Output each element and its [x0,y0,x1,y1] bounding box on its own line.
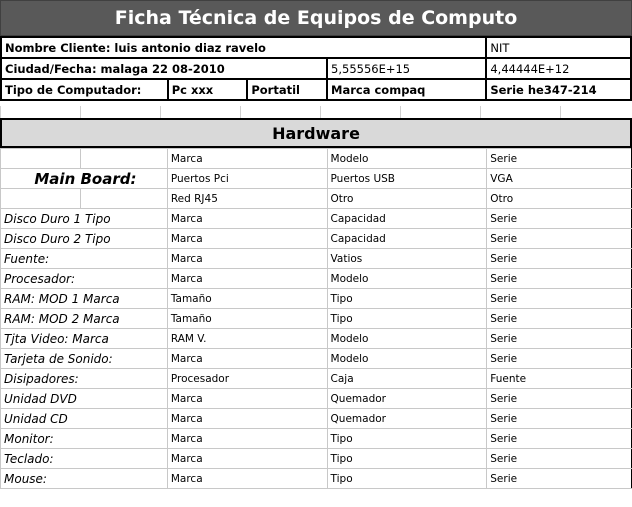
component-field-2[interactable]: Quemador [327,389,487,409]
table-row [1,349,632,369]
hardware-table [0,148,632,489]
component-field-3[interactable]: Serie [487,229,632,249]
client-info-table [0,36,632,101]
component-field-2[interactable]: Capacidad [327,229,487,249]
city-date-cell[interactable]: Ciudad/Fecha: malaga 22 08-2010 [1,58,327,79]
serial-cell[interactable]: Serie he347-214 [486,79,631,100]
component-label: Disipadores: [1,369,168,389]
component-label: Mouse: [1,469,168,489]
computer-type-label[interactable]: Tipo de Computador: [1,79,168,100]
component-label: Unidad CD [1,409,168,429]
component-field-3[interactable]: Fuente [487,369,632,389]
table-row [1,409,632,429]
component-field-3[interactable]: Serie [487,309,632,329]
computer-type-row [1,79,631,100]
component-field-1[interactable]: Tamaño [167,309,327,329]
component-field-2[interactable]: Vatios [327,249,487,269]
component-field-2[interactable]: Tipo [327,309,487,329]
component-field-1[interactable]: Marca [167,469,327,489]
component-field-2[interactable]: Tipo [327,469,487,489]
component-label: Monitor: [1,429,168,449]
pc-type-cell[interactable]: Pc xxx [168,79,248,100]
table-row [1,309,632,329]
component-label: Teclado: [1,449,168,469]
table-row [1,289,632,309]
component-field-1[interactable]: Procesador [167,369,327,389]
main-board-cell-1[interactable]: Red RJ45 [167,189,327,209]
table-row [1,389,632,409]
table-row [1,329,632,349]
component-field-3[interactable]: Serie [487,469,632,489]
component-field-1[interactable]: Marca [167,429,327,449]
table-row [1,149,632,169]
component-field-1[interactable]: Tamaño [167,289,327,309]
component-field-2[interactable]: Modelo [327,269,487,289]
client-name-cell[interactable]: Nombre Cliente: luis antonio diaz ravelo [1,37,486,58]
component-field-3[interactable]: Serie [487,329,632,349]
component-field-2[interactable]: Tipo [327,289,487,309]
blank-cell[interactable] [80,149,167,169]
nit-cell[interactable]: NIT [486,37,631,58]
component-field-3[interactable]: Serie [487,349,632,369]
component-field-1[interactable]: Marca [167,389,327,409]
component-label: Tarjeta de Sonido: [1,349,168,369]
component-field-3[interactable]: Serie [487,449,632,469]
main-board-cell-2[interactable]: Modelo [327,149,487,169]
number-cell-1[interactable]: 5,55556E+15 [327,58,486,79]
component-field-2[interactable]: Capacidad [327,209,487,229]
component-field-3[interactable]: Serie [487,249,632,269]
component-field-2[interactable]: Tipo [327,449,487,469]
component-label: Procesador: [1,269,168,289]
table-row [1,449,632,469]
hardware-section-header: Hardware [0,118,632,148]
table-row [1,369,632,389]
main-board-cell-2[interactable]: Puertos USB [327,169,487,189]
blank-cell[interactable] [1,189,81,209]
blank-cell[interactable] [1,149,81,169]
component-field-2[interactable]: Modelo [327,329,487,349]
main-board-cell-2[interactable]: Otro [327,189,487,209]
component-field-1[interactable]: RAM V. [167,329,327,349]
table-row [1,249,632,269]
component-field-2[interactable]: Modelo [327,349,487,369]
main-board-cell-3[interactable]: VGA [487,169,632,189]
client-row [1,37,631,58]
table-row [1,189,632,209]
table-row [1,269,632,289]
component-label: Fuente: [1,249,168,269]
component-field-3[interactable]: Serie [487,389,632,409]
component-label: Disco Duro 1 Tipo [1,209,168,229]
city-date-row [1,58,631,79]
table-row [1,229,632,249]
blank-cell[interactable] [80,189,167,209]
component-label: RAM: MOD 1 Marca [1,289,168,309]
component-field-2[interactable]: Quemador [327,409,487,429]
component-field-1[interactable]: Marca [167,449,327,469]
main-board-label: Main Board: [1,169,168,189]
component-field-1[interactable]: Marca [167,269,327,289]
table-row [1,209,632,229]
brand-cell[interactable]: Marca compaq [327,79,486,100]
component-field-3[interactable]: Serie [487,289,632,309]
component-field-1[interactable]: Marca [167,229,327,249]
portatil-cell[interactable]: Portatil [247,79,327,100]
component-field-3[interactable]: Serie [487,409,632,429]
component-label: RAM: MOD 2 Marca [1,309,168,329]
sheet-title: Ficha Técnica de Equipos de Computo [0,0,632,36]
component-field-1[interactable]: Marca [167,209,327,229]
table-row [1,429,632,449]
component-label: Unidad DVD [1,389,168,409]
component-field-3[interactable]: Serie [487,429,632,449]
main-board-cell-1[interactable]: Puertos Pci [167,169,327,189]
main-board-cell-1[interactable]: Marca [167,149,327,169]
number-cell-2[interactable]: 4,44444E+12 [486,58,631,79]
component-label: Disco Duro 2 Tipo [1,229,168,249]
component-field-2[interactable]: Caja [327,369,487,389]
component-field-1[interactable]: Marca [167,349,327,369]
component-field-2[interactable]: Tipo [327,429,487,449]
component-field-3[interactable]: Serie [487,209,632,229]
component-field-1[interactable]: Marca [167,249,327,269]
component-label: Tjta Video: Marca [1,329,168,349]
table-row [1,169,632,189]
main-board-cell-3[interactable]: Serie [487,149,632,169]
component-field-3[interactable]: Serie [487,269,632,289]
component-field-1[interactable]: Marca [167,409,327,429]
main-board-cell-3[interactable]: Otro [487,189,632,209]
table-row [1,469,632,489]
